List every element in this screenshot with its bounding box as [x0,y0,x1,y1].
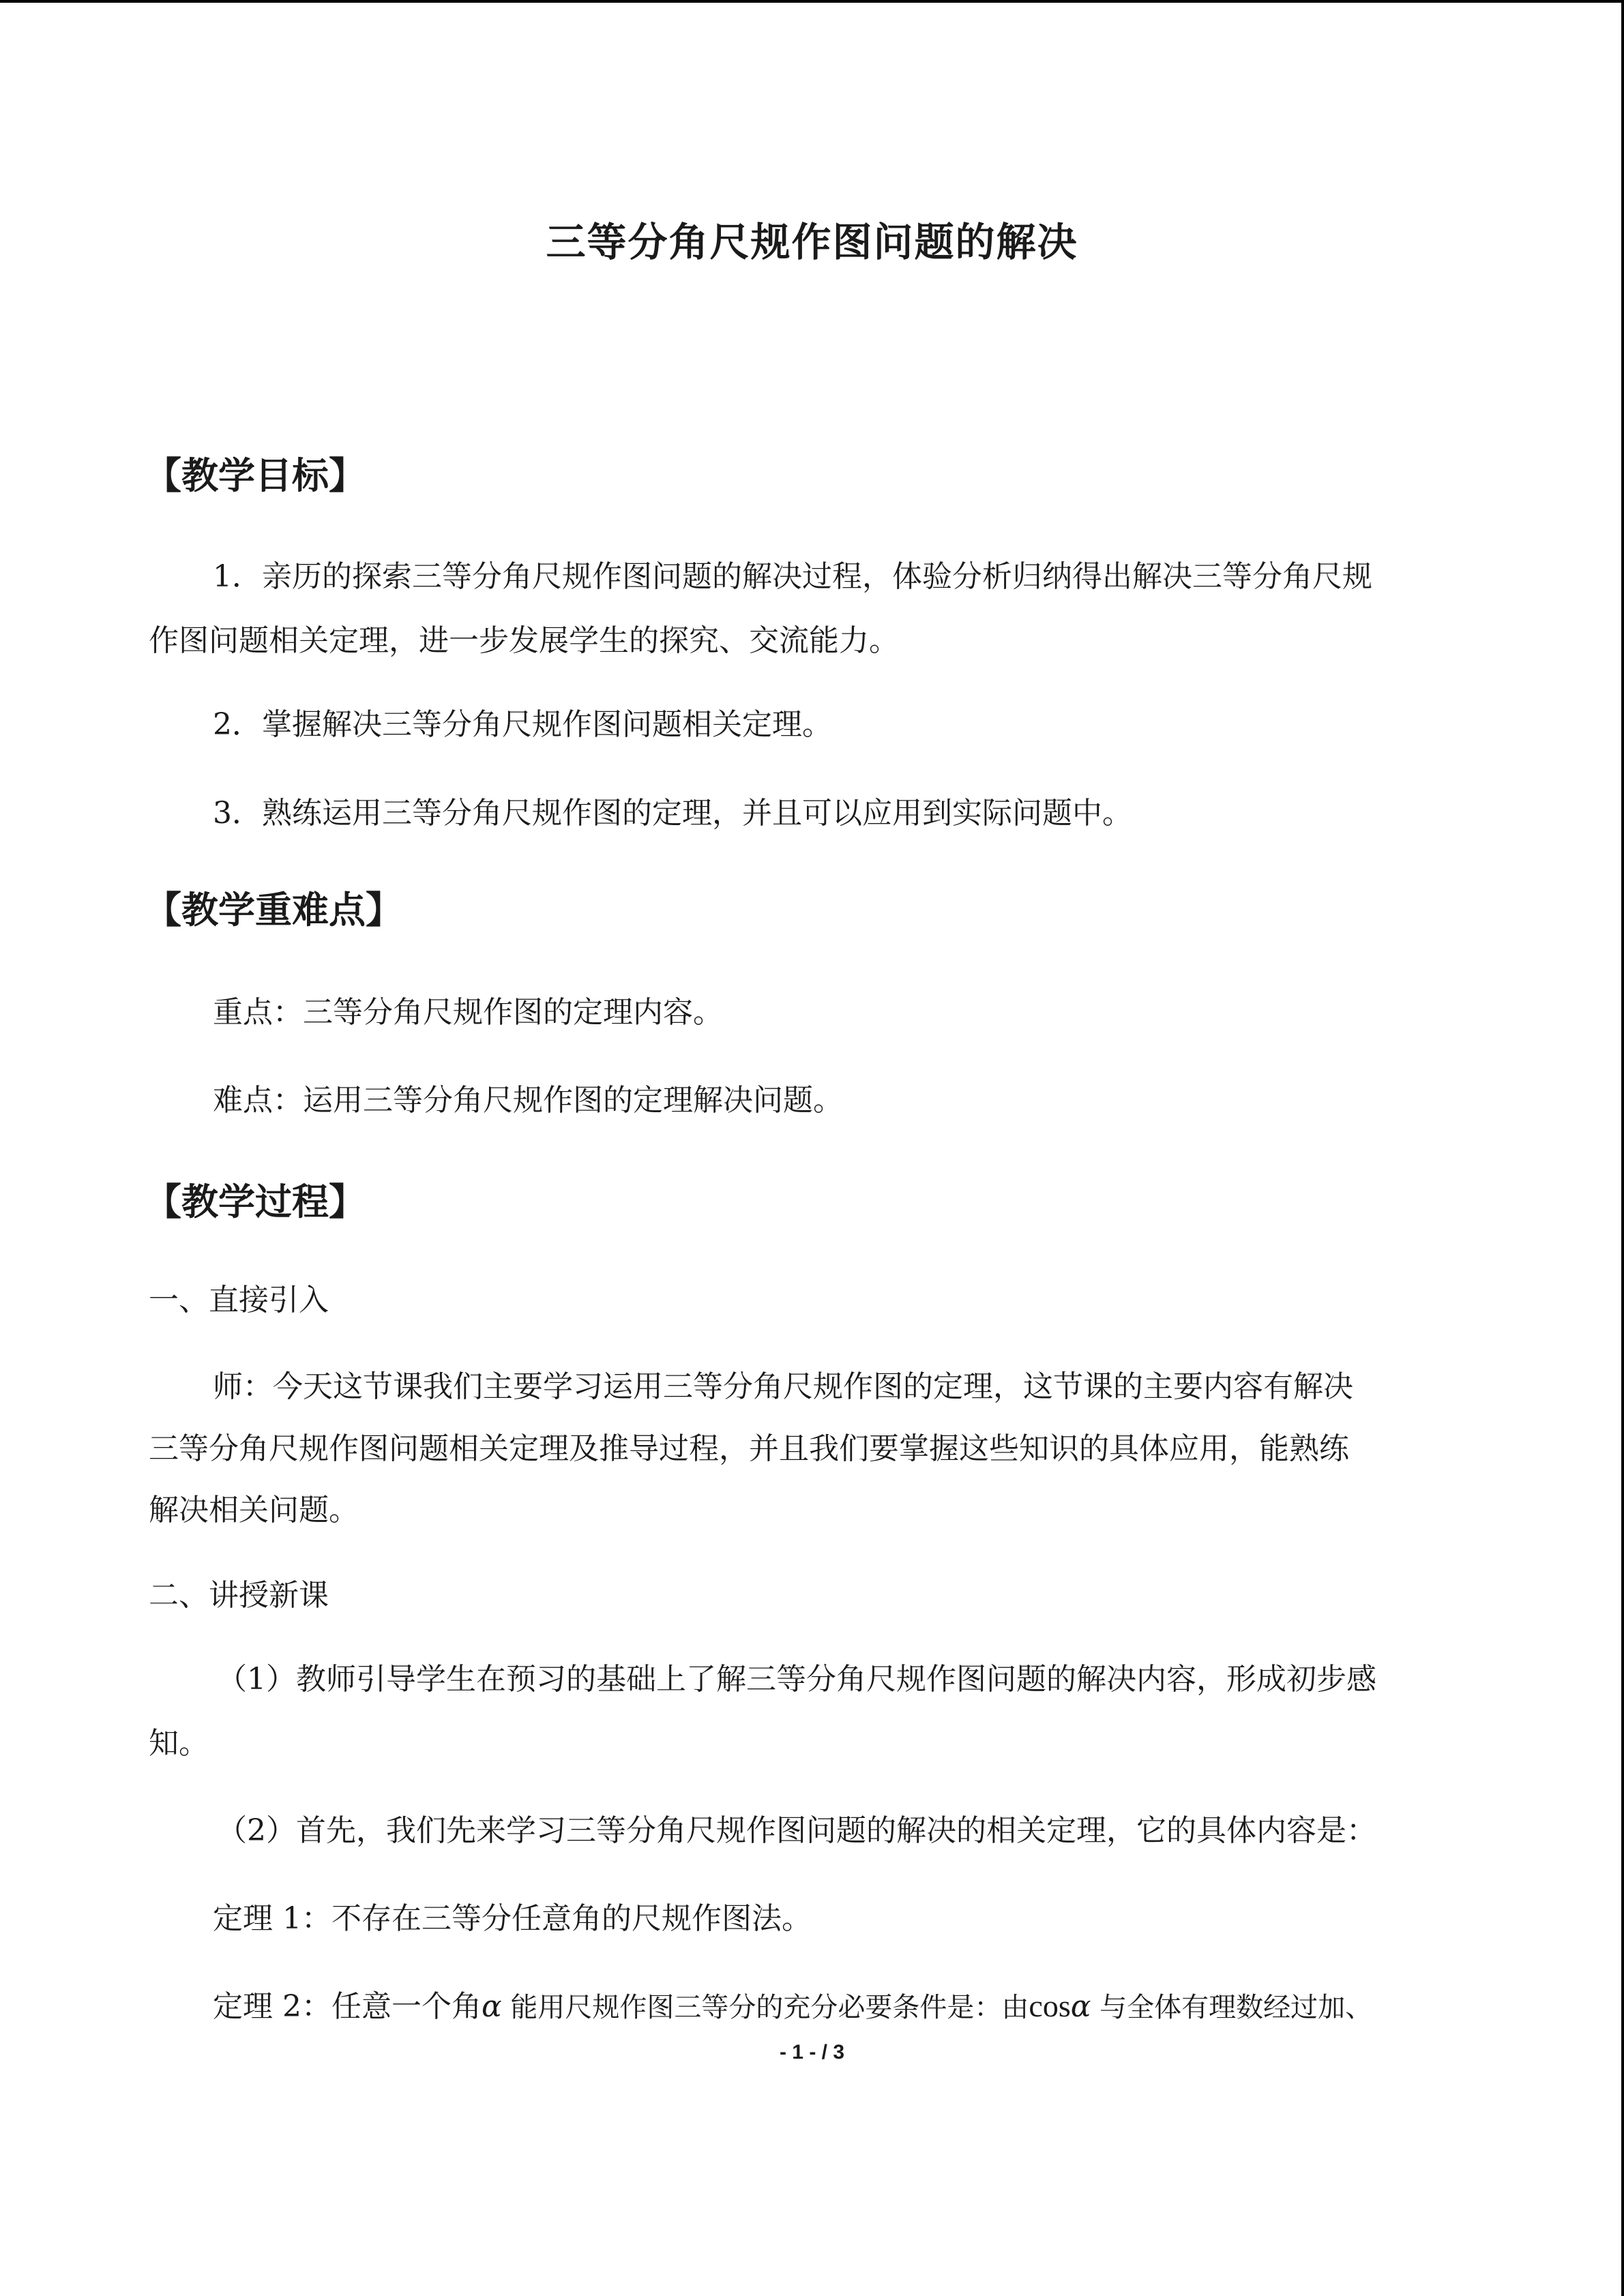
heading-process: 【教学过程】 [145,1180,366,1223]
objective-1-line-1: 1．亲历的探索三等分角尺规作图问题的解决过程，体验分析归纳得出解决三等分角尺规 [213,559,1372,594]
page-border-right [1621,0,1624,2296]
heading-key-points: 【教学重难点】 [145,888,402,931]
cos-function: cos [1029,1988,1071,2023]
heading-objectives: 【教学目标】 [145,453,366,497]
objective-1-line-2: 作图问题相关定理，进一步发展学生的探究、交流能力。 [149,623,899,658]
step1-line-2: 知。 [149,1726,209,1761]
difficult-point: 难点：运用三等分角尺规作图的定理解决问题。 [213,1083,843,1118]
theorem-2-text-a: 定理 2：任意一个角 [213,1989,482,2024]
alpha-symbol-2: α [1070,1989,1091,2024]
step2: （2）首先，我们先来学习三等分角尺规作图问题的解决的相关定理，它的具体内容是： [217,1813,1376,1848]
objective-3: 3．熟练运用三等分角尺规作图的定理，并且可以应用到实际问题中。 [213,796,1132,831]
page-border-top [0,0,1624,3]
page-number: - 1 - / 3 [779,2041,845,2063]
part1-title: 一、直接引入 [149,1283,329,1317]
theorem-2-text-b: 能用尺规作图三等分的充分必要条件是：由 [501,1992,1029,2023]
teacher-line-3: 解决相关问题。 [149,1493,359,1527]
key-point: 重点：三等分角尺规作图的定理内容。 [213,995,723,1030]
alpha-symbol: α [481,1989,502,2024]
theorem-2 [213,1988,1373,2024]
part2-title: 二、讲授新课 [149,1578,329,1613]
teacher-line-1: 师：今天这节课我们主要学习运用三等分角尺规作图的定理，这节课的主要内容有解决 [213,1369,1353,1404]
theorem-2-text-c: 与全体有理数经过加、 [1091,1992,1373,2023]
teacher-line-2: 三等分角尺规作图问题相关定理及推导过程，并且我们要掌握这些知识的具体应用，能熟练 [149,1431,1349,1466]
step1-line-1: （1）教师引导学生在预习的基础上了解三等分角尺规作图问题的解决内容，形成初步感 [217,1662,1376,1697]
theorem-1: 定理 1：不存在三等分任意角的尺规作图法。 [213,1901,812,1936]
document-title: 三等分角尺规作图问题的解决 [546,219,1078,265]
objective-2: 2．掌握解决三等分角尺规作图问题相关定理。 [213,707,832,742]
